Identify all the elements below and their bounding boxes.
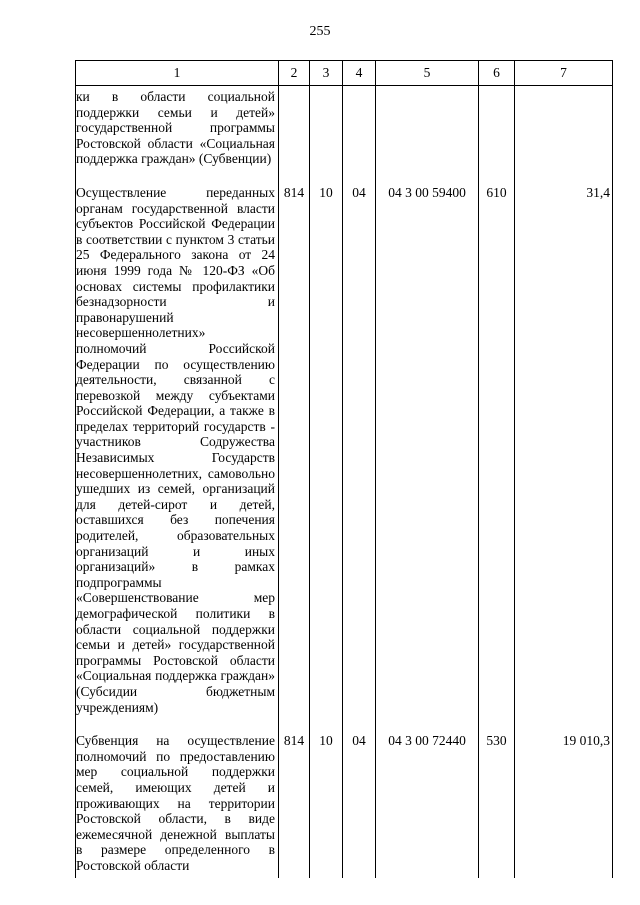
row-target-article: 04 3 00 59400 [376, 185, 479, 733]
row-amount [515, 86, 613, 185]
header-col-5: 5 [376, 61, 479, 86]
header-row [76, 61, 613, 86]
row-amount: 19 010,3 [515, 733, 613, 877]
budget-table [75, 60, 613, 878]
row-description: Субвенция на осуществление полномочий по предоставлению мер социальной поддержки семей, имеющих детей и проживающих на территории Ростовской области, в виде ежемесячной денежной выплаты в размере определенного в Ростовской области [76, 733, 279, 877]
row-section-code: 10 [310, 185, 343, 733]
row-subsection-code: 04 [343, 733, 376, 877]
row-section-code [310, 86, 343, 185]
row-ministry-code [279, 86, 310, 185]
row-description: ки в области социальной поддержки семьи и детей» государственной программы Ростовской области «Социальная поддержка граждан» (Субвенции) [76, 86, 279, 185]
table-row [76, 185, 613, 733]
header-col-7: 7 [515, 61, 613, 86]
row-expense-type: 530 [479, 733, 515, 877]
header-col-4: 4 [343, 61, 376, 86]
header-col-1: 1 [76, 61, 279, 86]
row-ministry-code: 814 [279, 185, 310, 733]
row-ministry-code: 814 [279, 733, 310, 877]
table-row [76, 86, 613, 185]
row-target-article [376, 86, 479, 185]
header-col-3: 3 [310, 61, 343, 86]
row-expense-type [479, 86, 515, 185]
table-row [76, 733, 613, 877]
row-amount: 31,4 [515, 185, 613, 733]
row-subsection-code [343, 86, 376, 185]
row-description: Осуществление переданных органам государственной власти субъектов Российской Федерации в соответствии с пунктом 3 статьи 25 Федерального закона от 24 июня 1999 года № 120-ФЗ «Об основах системы профилактики безнадзорности и правонарушений несовершеннолетних» полномочий Российской Федерации по осуществлению деятельности, связанной с перевозкой между субъектами Российской Федерации, а также в пределах территорий государств - участников Содружества Независимых Государств несовершеннолетних, самовольно ушедших из семей, организаций для детей-сирот и детей, оставшихся без попечения родителей, образовательных организаций и иных организаций» в рамках подпрограммы «Совершенствование мер демографической политики в области социальной поддержки семьи и детей» государственной программы Ростовской области «Социальная поддержка граждан» (Субсидии бюджетным учреждениям) [76, 185, 279, 733]
row-target-article: 04 3 00 72440 [376, 733, 479, 877]
row-section-code: 10 [310, 733, 343, 877]
header-col-6: 6 [479, 61, 515, 86]
row-expense-type: 610 [479, 185, 515, 733]
page-number: 255 [309, 24, 331, 39]
row-subsection-code: 04 [343, 185, 376, 733]
header-col-2: 2 [279, 61, 310, 86]
